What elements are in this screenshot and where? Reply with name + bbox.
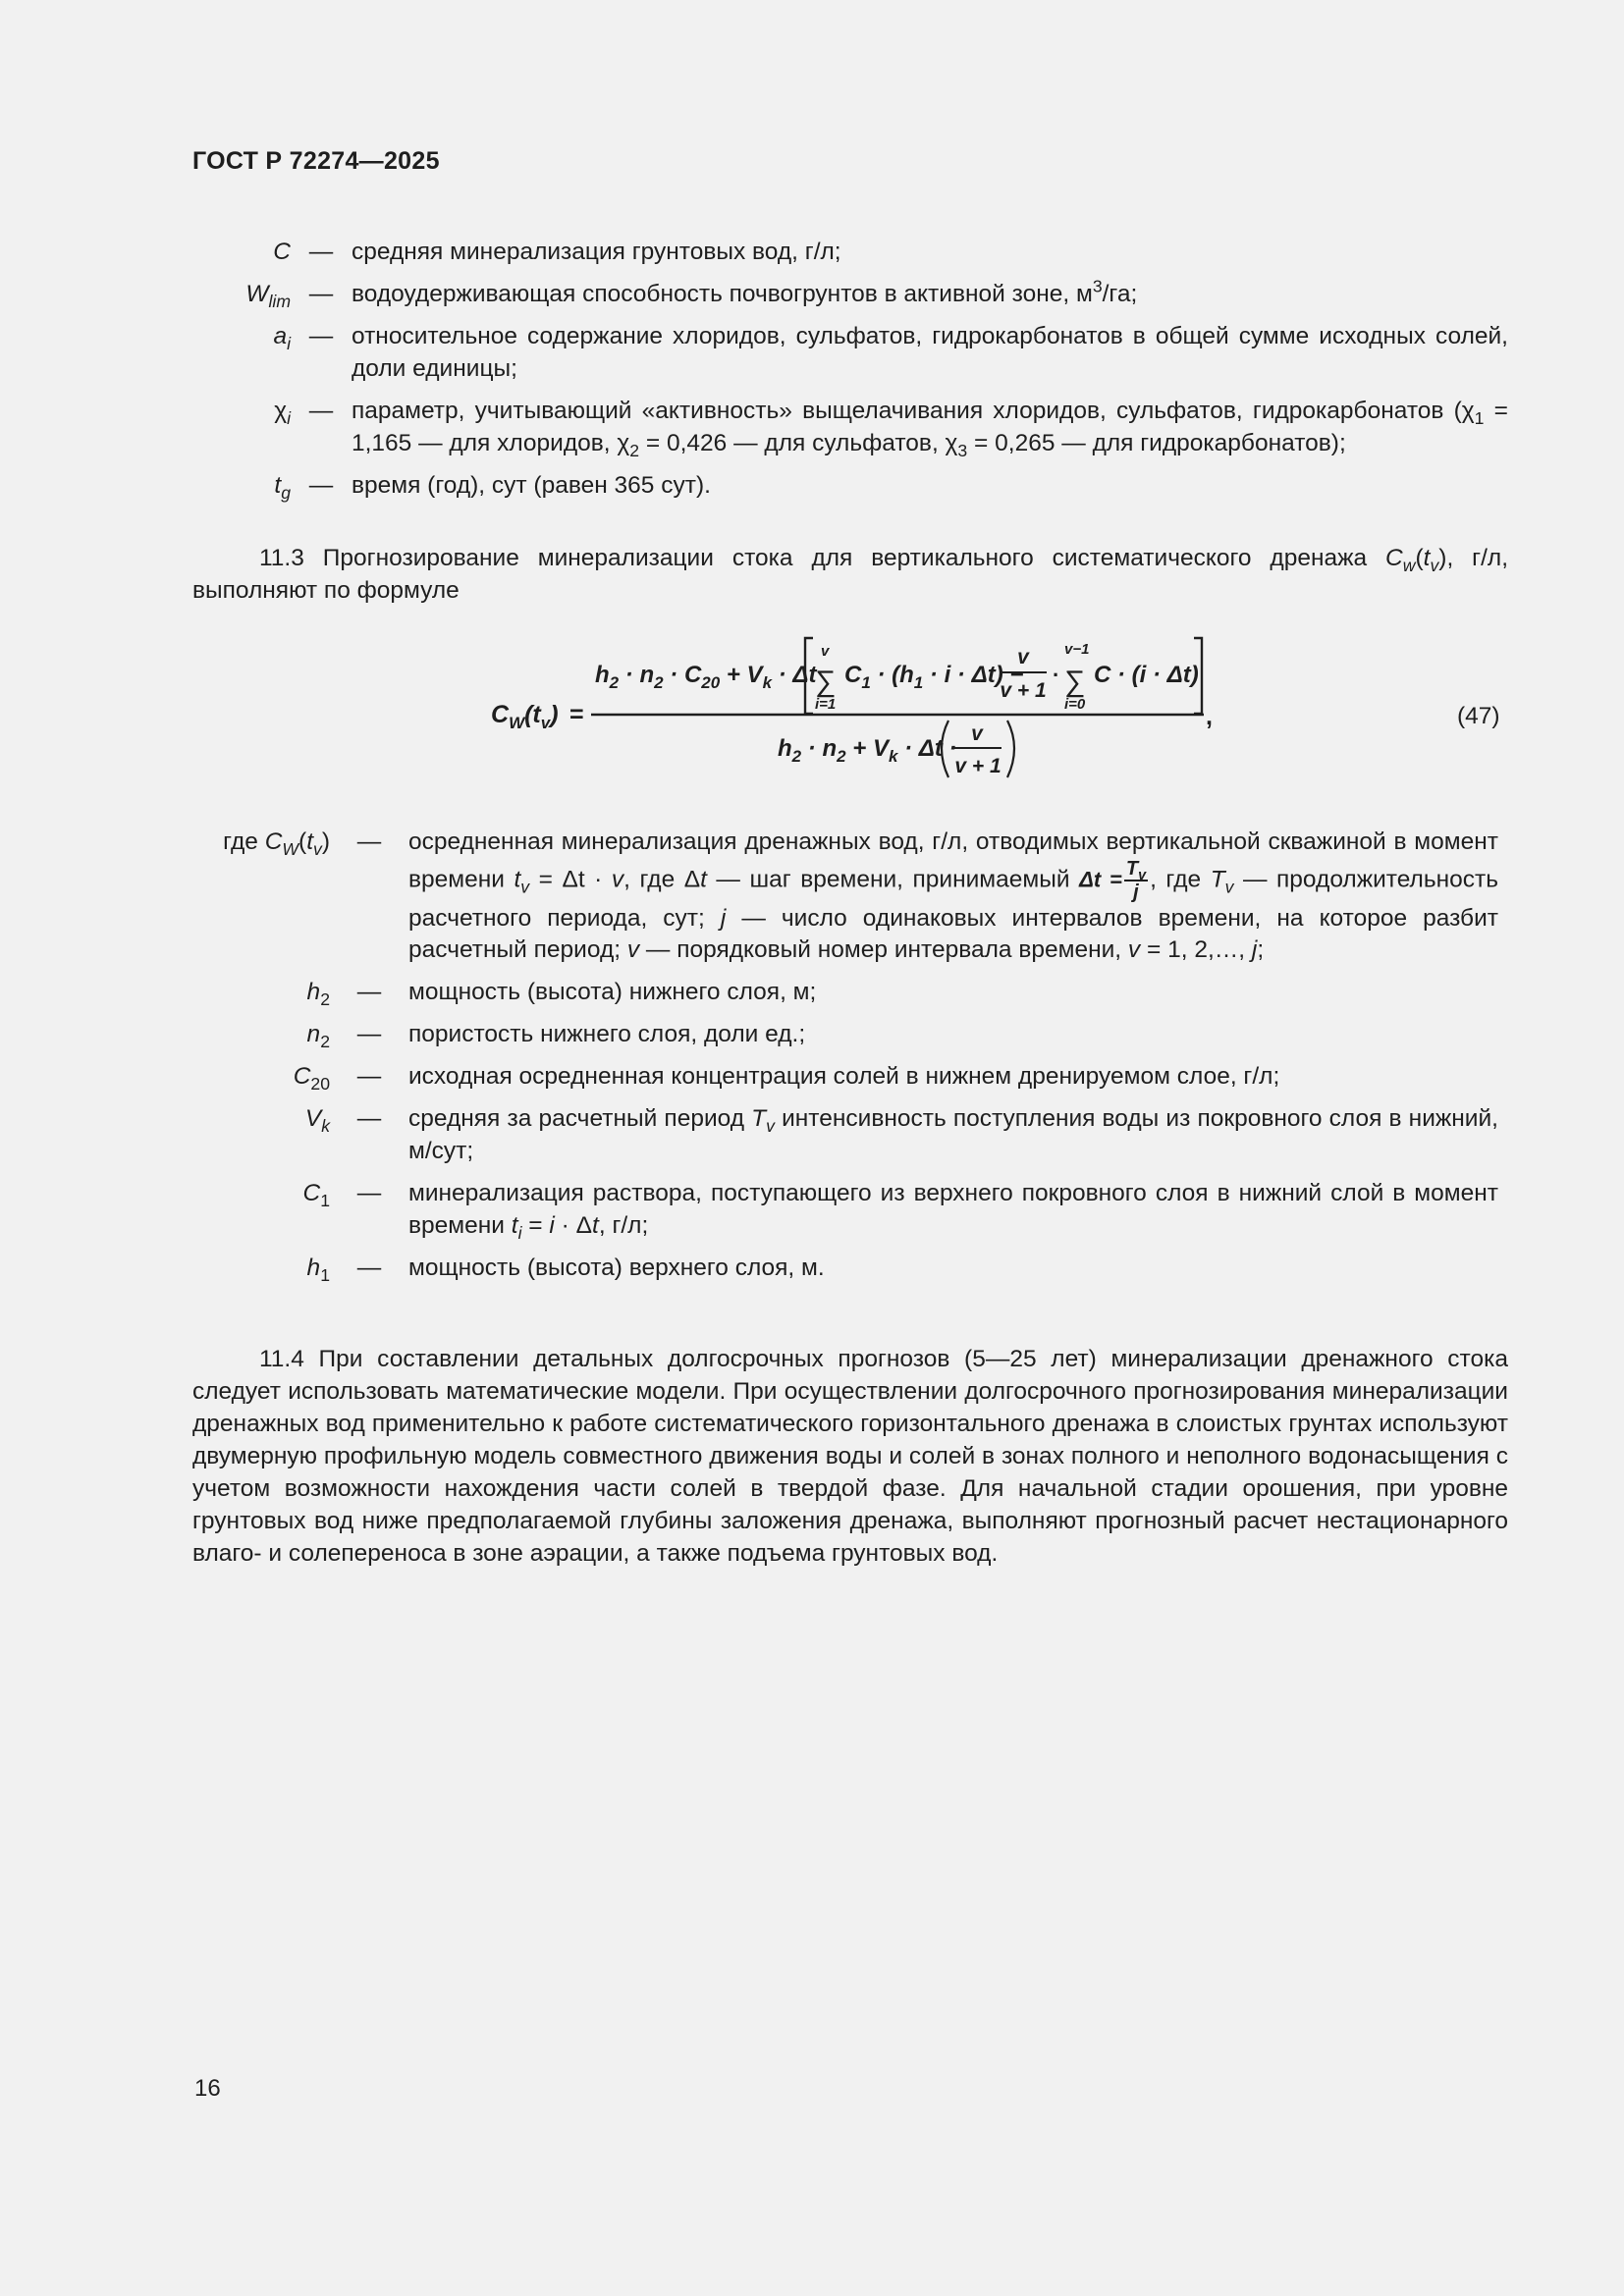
- definition-row: [192, 1252, 1498, 1284]
- formula-dot: ·: [1053, 663, 1060, 687]
- definition-text: пористость нижнего слоя, доли ед.;: [408, 1021, 806, 1047]
- definition-row: [192, 1060, 1498, 1093]
- formula-frac-v-numerator: v: [1017, 646, 1029, 668]
- inline-delta-t-expression: Δt =: [1079, 867, 1122, 892]
- definition-dash: —: [356, 1255, 382, 1281]
- formula-comma: ,: [1206, 703, 1213, 730]
- definition-row: [192, 1018, 1498, 1050]
- definition-dash: —: [308, 239, 334, 265]
- formula-sum1-upper: v: [821, 643, 830, 660]
- definition-dash: —: [356, 1180, 382, 1206]
- definition-text: мощность (высота) нижнего слоя, м;: [408, 979, 817, 1005]
- definition-dash: —: [308, 472, 334, 499]
- definition-text: параметр, учитывающий «активность» выщелачивания хлоридов, сульфатов, гидрокарбонатов ($\chi_1 = 1,165$ — для хлоридов, $\chi_2 = 0,426$ — для сульфатов, $\chi_3 = 0,265$ — для гидрокарбонатов);: [352, 398, 1508, 461]
- formula-den-frac-numerator: v: [971, 722, 983, 745]
- formula-sum2-upper: v−1: [1064, 641, 1090, 658]
- definition-symbol: $t_g$: [274, 472, 291, 504]
- definitions-list-bottom: [192, 827, 1498, 1294]
- definition-symbol: $C_1$: [302, 1180, 330, 1211]
- formula-sum2-term: C · (i · Δt): [1094, 662, 1199, 688]
- definition-text: средняя за расчетный период $T_v$ интенсивность поступления воды из покровного слоя в нижний, м/сут;: [408, 1105, 1498, 1164]
- definition-row: [192, 1177, 1498, 1242]
- formula-lhs: $C_W(t_v)$: [491, 701, 559, 732]
- definition-text: осредненная минерализация дренажных вод, г/л, отводимых вертикальной скважиной в момент времени $t_v = \Delta t \cdot v$, где Δt — шаг времени, принимаемый Δt = $\frac{T_v}{j}$ , где $T_v$ — продолжительность расчетного периода, сут; j — число одинаковых интервалов времени, на которое разбит расчетный период; v — порядковый номер интервала времени, v = 1, 2,…, j;: [408, 828, 1498, 963]
- definition-text: минерализация раствора, поступающего из верхнего покровного слоя в нижний слой в момент времени $t_i = i \cdot \Delta t$, г/л;: [408, 1180, 1498, 1244]
- definition-symbol: $h_2$: [306, 979, 330, 1010]
- formula-sum2-symbol: ∑: [1064, 666, 1086, 698]
- definition-symbol: $h_1$: [306, 1255, 330, 1286]
- definition-text: относительное содержание хлоридов, сульфатов, гидрокарбонатов в общей сумме исходных солей, доли единицы;: [352, 323, 1508, 382]
- definition-symbol: $n_2$: [306, 1021, 330, 1052]
- document-header: ГОСТ Р 72274—2025: [192, 147, 440, 175]
- inline-fraction: $\frac{T_v}{j}$: [1125, 858, 1147, 903]
- paragraph-11-3: 11.3 Прогнозирование минерализации стока для вертикального систематического дренажа $C_w(t_v)$, г/л, выполняют по формуле: [192, 545, 1509, 604]
- definition-symbol: $C_{20}$: [293, 1063, 330, 1095]
- definition-dash: —: [356, 828, 382, 855]
- definition-dash: —: [356, 1063, 382, 1090]
- equation-number: (47): [1457, 703, 1500, 729]
- definition-text: средняя минерализация грунтовых вод, г/л;: [352, 239, 841, 265]
- definition-text: водоудерживающая способность почвогрунтов в активной зоне, $м^3/га$;: [352, 276, 1138, 307]
- formula-sum1-lower: i=1: [815, 696, 837, 713]
- definition-row: [192, 976, 1498, 1008]
- definition-dash: —: [308, 398, 334, 424]
- definition-dash: —: [308, 281, 334, 307]
- formula-sum2-lower: i=0: [1064, 696, 1086, 713]
- formula-denominator: $h_2 \cdot n_2 + V_k \cdot \Delta t$ ·: [778, 735, 957, 766]
- definition-dash: —: [308, 323, 334, 349]
- definition-symbol: $a_i$: [273, 323, 291, 354]
- definition-symbol: $W_{lim}$: [245, 281, 291, 312]
- definition-dash: —: [356, 1021, 382, 1047]
- definition-row: [192, 827, 1498, 966]
- formula-frac-v-denominator: v + 1: [1000, 679, 1047, 702]
- page-number: 16: [194, 2075, 221, 2102]
- definition-dash: —: [356, 979, 382, 1005]
- definition-symbol: $V_k$: [304, 1105, 330, 1137]
- formula-right-paren: [1007, 721, 1014, 777]
- paragraph-11-4: 11.4 При составлении детальных долгосрочных прогнозов (5—25 лет) минерализации дренажного стока следует использовать математические модели. При осуществлении долгосрочного прогнозирования минерализации дренажных вод применительно к работе систематического горизонтального дренажа в слоистых грунтах используют двумерную профильную модель совместного движения воды и солей в зонах полного и неполного водонасыщения с учетом возможности нахождения части солей в твердой фазе. Для начальной стадии орошения, при уровне грунтовых вод ниже предполагаемой глубины заложения дренажа, выполняют прогнозный расчет нестационарного влаго- и солепереноса в зоне аэрации, а также подъема грунтовых вод.: [192, 1346, 1508, 1567]
- formula-numerator-head: $h_2 \cdot n_2 \cdot C_{20} + V_k \cdot \Delta t$: [595, 662, 817, 692]
- definition-symbol: где $C_W(t_v)$: [223, 828, 330, 860]
- definition-symbol: $\chi_i$: [274, 398, 291, 429]
- definition-text: исходная осредненная концентрация солей в нижнем дренируемом слое, г/л;: [408, 1063, 1280, 1090]
- formula-equals: =: [569, 701, 584, 728]
- definition-text: время (год), сут (равен 365 сут).: [352, 472, 711, 499]
- formula-sum1-symbol: ∑: [815, 666, 837, 698]
- formula-47: [0, 0, 1624, 805]
- definition-symbol: C: [273, 239, 291, 265]
- definition-row: [192, 1102, 1498, 1167]
- formula-sum1-term: $C_1 \cdot (h_1 \cdot i \cdot \Delta t)$ −: [844, 662, 1024, 692]
- definition-text: мощность (высота) верхнего слоя, м.: [408, 1255, 825, 1281]
- definition-dash: —: [356, 1105, 382, 1132]
- formula-den-frac-denominator: v + 1: [954, 755, 1001, 777]
